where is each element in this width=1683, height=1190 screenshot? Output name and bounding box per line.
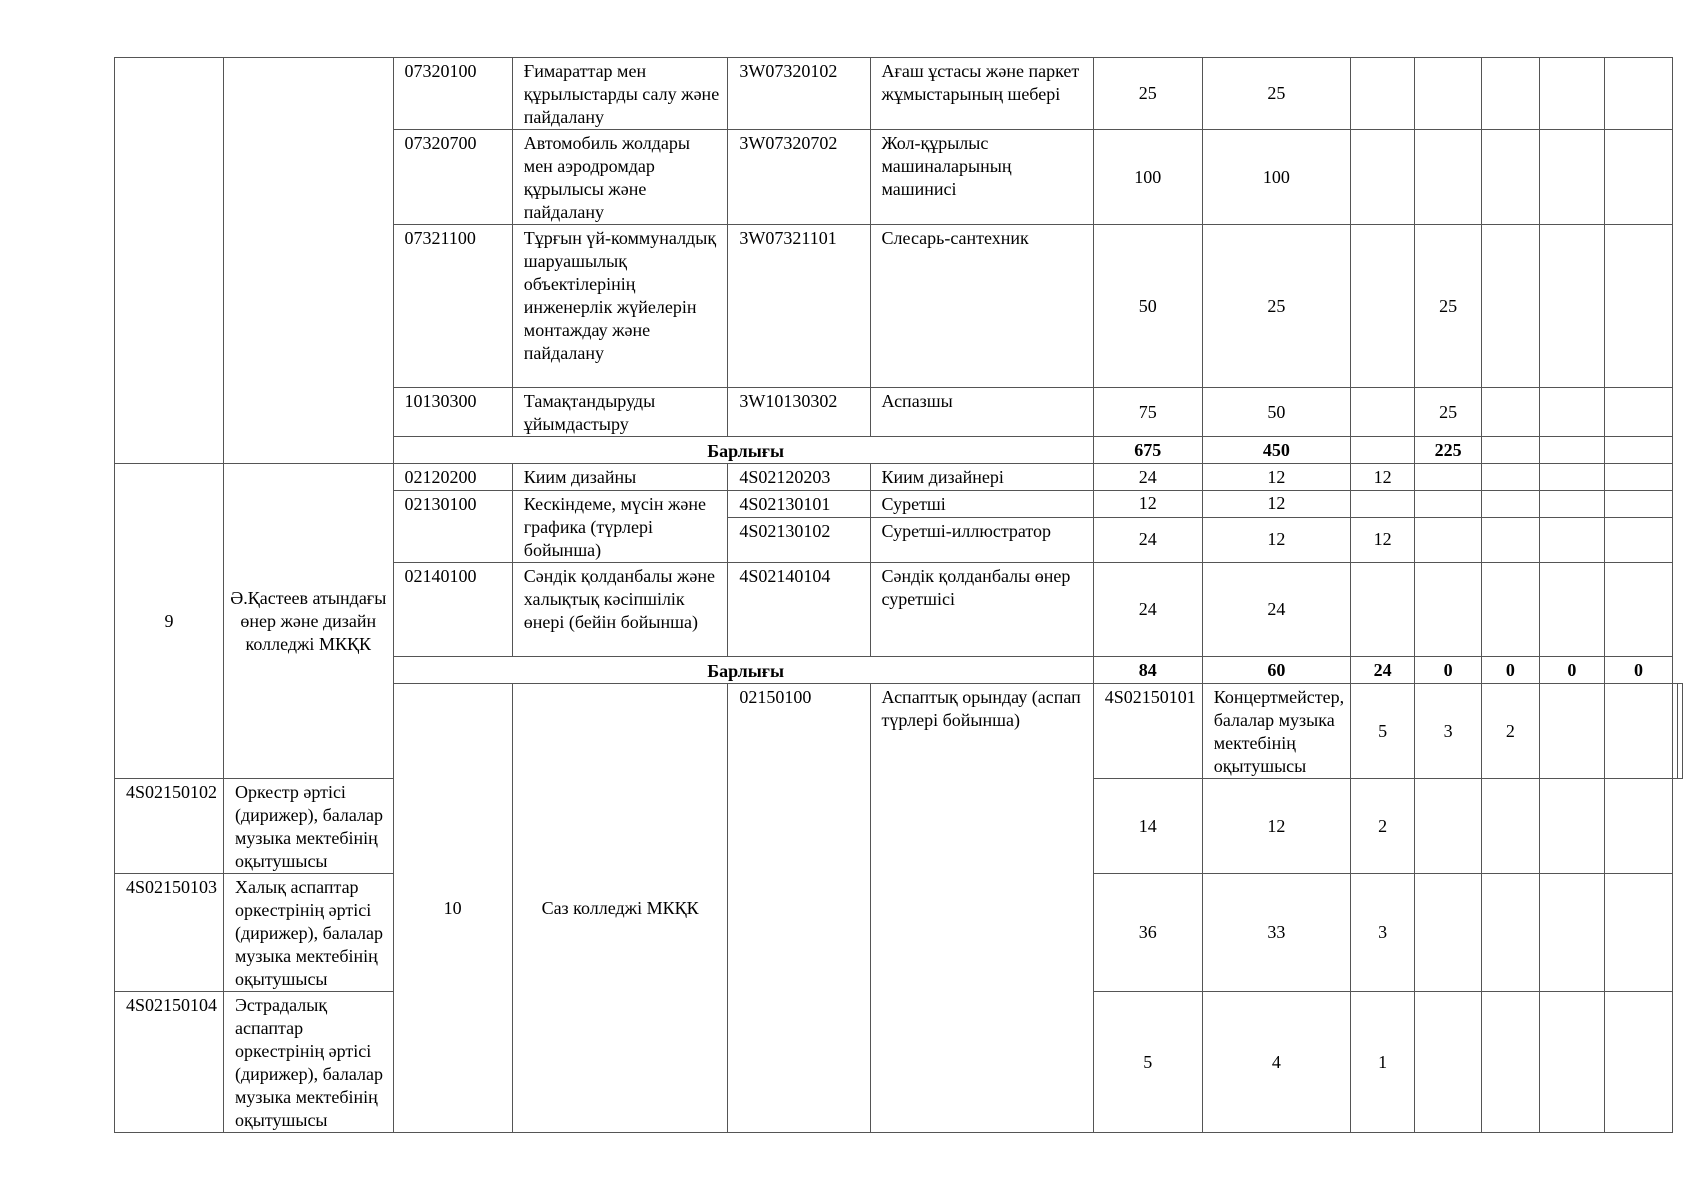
qualification-name: Сәндік қолданбалы өнер суретшісі (870, 563, 1093, 657)
value-cell: 12 (1093, 491, 1202, 518)
value-cell (1539, 517, 1604, 562)
specialty-name: Кескіндеме, мүсін және графика (түрлері бойынша) (512, 491, 728, 563)
value-cell: 3 (1351, 874, 1415, 992)
value-cell (1415, 517, 1482, 562)
qualification-code: 4S02150102 (115, 779, 224, 874)
value-cell: 12 (1202, 464, 1350, 491)
value-cell (1415, 779, 1482, 874)
value-cell (1415, 58, 1482, 130)
qualification-code: 3W07321101 (728, 225, 870, 388)
qualification-code: 3W10130302 (728, 388, 870, 437)
qualification-code: 4S02150103 (115, 874, 224, 992)
specialty-name: Сәндік қолданбалы және халықтық кәсіпшілік өнері (бейін бойынша) (512, 563, 728, 657)
specialty-code: 02140100 (393, 563, 512, 657)
qualification-name: Суретші-иллюстратор (870, 517, 1093, 562)
value-cell (1539, 225, 1604, 388)
value-cell (1415, 874, 1482, 992)
qualification-code: 3W07320702 (728, 130, 870, 225)
table-row (115, 464, 1683, 491)
value-cell (1605, 464, 1673, 491)
total-value: 450 (1202, 437, 1350, 464)
value-cell (1415, 491, 1482, 518)
value-cell (1605, 874, 1673, 992)
qualification-code: 4S02120203 (728, 464, 870, 491)
value-cell (1605, 225, 1673, 388)
value-cell (1605, 491, 1673, 518)
value-cell: 50 (1202, 388, 1350, 437)
total-value (1605, 437, 1673, 464)
value-cell: 2 (1482, 684, 1540, 779)
total-value: 0 (1605, 657, 1673, 684)
row-number-cell: 10 (393, 684, 512, 1133)
total-value: 675 (1093, 437, 1202, 464)
value-cell (1351, 58, 1415, 130)
value-cell: 36 (1093, 874, 1202, 992)
value-cell (1539, 388, 1604, 437)
qualification-name: Киим дизайнері (870, 464, 1093, 491)
qualification-name: Ағаш ұстасы және паркет жұмыстарының шебері (870, 58, 1093, 130)
value-cell (1605, 58, 1673, 130)
specialty-name: Тұрғын үй-коммуналдық шаруашылық объектілерінің инженерлік жүйелерін монтаждау және пайдалану (512, 225, 728, 388)
value-cell: 25 (1093, 58, 1202, 130)
value-cell (1482, 491, 1540, 518)
value-cell: 24 (1093, 464, 1202, 491)
value-cell (1482, 517, 1540, 562)
value-cell: 12 (1202, 517, 1350, 562)
college-name-cell: Саз колледжі МКҚК (512, 684, 728, 1133)
value-cell: 5 (1093, 992, 1202, 1133)
table-row (115, 58, 1683, 130)
college-name-cell: Ә.Қастеев атындағы өнер және дизайн колледжі МКҚК (224, 464, 393, 779)
value-cell (1605, 779, 1673, 874)
value-cell (1415, 563, 1482, 657)
value-cell (1678, 684, 1683, 779)
value-cell (1351, 225, 1415, 388)
value-cell: 25 (1415, 388, 1482, 437)
specialty-name: Ғимараттар мен құрылыстарды салу және пайдалану (512, 58, 728, 130)
total-value: 0 (1482, 657, 1540, 684)
total-value: 0 (1539, 657, 1604, 684)
total-label: Барлығы (393, 437, 1093, 464)
qualification-name: Халық аспаптар оркестрінің әртісі (дирижер), балалар музыка мектебінің оқытушысы (224, 874, 393, 992)
value-cell: 25 (1202, 58, 1350, 130)
value-cell (1539, 58, 1604, 130)
college-name-cell (224, 58, 393, 464)
qualification-code: 4S02150104 (115, 992, 224, 1133)
value-cell (1539, 874, 1604, 992)
qualification-name: Аспазшы (870, 388, 1093, 437)
qualification-code: 4S02130101 (728, 491, 870, 518)
total-value: 84 (1093, 657, 1202, 684)
value-cell (1605, 684, 1673, 779)
total-value: 60 (1202, 657, 1350, 684)
value-cell: 25 (1415, 225, 1482, 388)
value-cell: 1 (1351, 992, 1415, 1133)
value-cell: 75 (1093, 388, 1202, 437)
value-cell (1482, 225, 1540, 388)
value-cell (1539, 563, 1604, 657)
total-value (1482, 437, 1540, 464)
value-cell: 25 (1202, 225, 1350, 388)
value-cell (1351, 388, 1415, 437)
total-value: 24 (1351, 657, 1415, 684)
qualification-code: 4S02140104 (728, 563, 870, 657)
qualification-name: Оркестр әртісі (дирижер), балалар музыка мектебінің оқытушысы (224, 779, 393, 874)
total-value (1539, 437, 1604, 464)
value-cell: 24 (1093, 517, 1202, 562)
admission-plan-table (114, 57, 1683, 1133)
total-value: 0 (1415, 657, 1482, 684)
value-cell (1605, 517, 1673, 562)
value-cell: 33 (1202, 874, 1350, 992)
value-cell (1415, 464, 1482, 491)
qualification-name: Концертмейстер, балалар музыка мектебінің оқытушысы (1202, 684, 1350, 779)
value-cell (1539, 464, 1604, 491)
qualification-code: 4S02150101 (1093, 684, 1202, 779)
value-cell (1482, 874, 1540, 992)
value-cell (1482, 992, 1540, 1133)
qualification-name: Слесарь-сантехник (870, 225, 1093, 388)
value-cell (1482, 130, 1540, 225)
total-label: Барлығы (393, 657, 1093, 684)
value-cell: 14 (1093, 779, 1202, 874)
specialty-name: Автомобиль жолдары мен аэродромдар құрылысы және пайдалану (512, 130, 728, 225)
value-cell: 50 (1093, 225, 1202, 388)
value-cell: 24 (1093, 563, 1202, 657)
qualification-code: 3W07320102 (728, 58, 870, 130)
value-cell (1415, 992, 1482, 1133)
value-cell (1482, 464, 1540, 491)
value-cell (1351, 563, 1415, 657)
value-cell (1482, 563, 1540, 657)
value-cell (1539, 491, 1604, 518)
row-number-cell: 9 (115, 464, 224, 779)
value-cell (1605, 130, 1673, 225)
qualification-name: Суретші (870, 491, 1093, 518)
specialty-code: 07321100 (393, 225, 512, 388)
value-cell: 5 (1351, 684, 1415, 779)
specialty-code: 07320100 (393, 58, 512, 130)
value-cell (1482, 58, 1540, 130)
qualification-name: Эстрадалық аспаптар оркестрінің әртісі (дирижер), балалар музыка мектебінің оқытушысы (224, 992, 393, 1133)
value-cell (1539, 992, 1604, 1133)
value-cell: 4 (1202, 992, 1350, 1133)
value-cell (1351, 491, 1415, 518)
total-value: 225 (1415, 437, 1482, 464)
specialty-code: 07320700 (393, 130, 512, 225)
row-number-cell (115, 58, 224, 464)
specialty-code: 02150100 (728, 684, 870, 1133)
specialty-name: Киим дизайны (512, 464, 728, 491)
value-cell: 12 (1351, 464, 1415, 491)
value-cell (1605, 388, 1673, 437)
value-cell (1351, 130, 1415, 225)
specialty-code: 02130100 (393, 491, 512, 563)
value-cell (1482, 388, 1540, 437)
value-cell: 100 (1093, 130, 1202, 225)
value-cell (1605, 563, 1673, 657)
value-cell: 12 (1202, 491, 1350, 518)
total-value (1351, 437, 1415, 464)
value-cell: 2 (1351, 779, 1415, 874)
value-cell (1539, 779, 1604, 874)
specialty-name: Тамақтандыруды ұйымдастыру (512, 388, 728, 437)
value-cell (1482, 779, 1540, 874)
value-cell (1415, 130, 1482, 225)
value-cell: 12 (1202, 779, 1350, 874)
value-cell (1605, 992, 1673, 1133)
value-cell: 12 (1351, 517, 1415, 562)
value-cell (1539, 130, 1604, 225)
qualification-code: 4S02130102 (728, 517, 870, 562)
value-cell (1539, 684, 1604, 779)
specialty-code: 10130300 (393, 388, 512, 437)
specialty-code: 02120200 (393, 464, 512, 491)
value-cell: 100 (1202, 130, 1350, 225)
qualification-name: Жол-құрылыс машиналарының машинисі (870, 130, 1093, 225)
value-cell: 24 (1202, 563, 1350, 657)
specialty-name: Аспаптық орындау (аспап түрлері бойынша) (870, 684, 1093, 1133)
value-cell: 3 (1415, 684, 1482, 779)
